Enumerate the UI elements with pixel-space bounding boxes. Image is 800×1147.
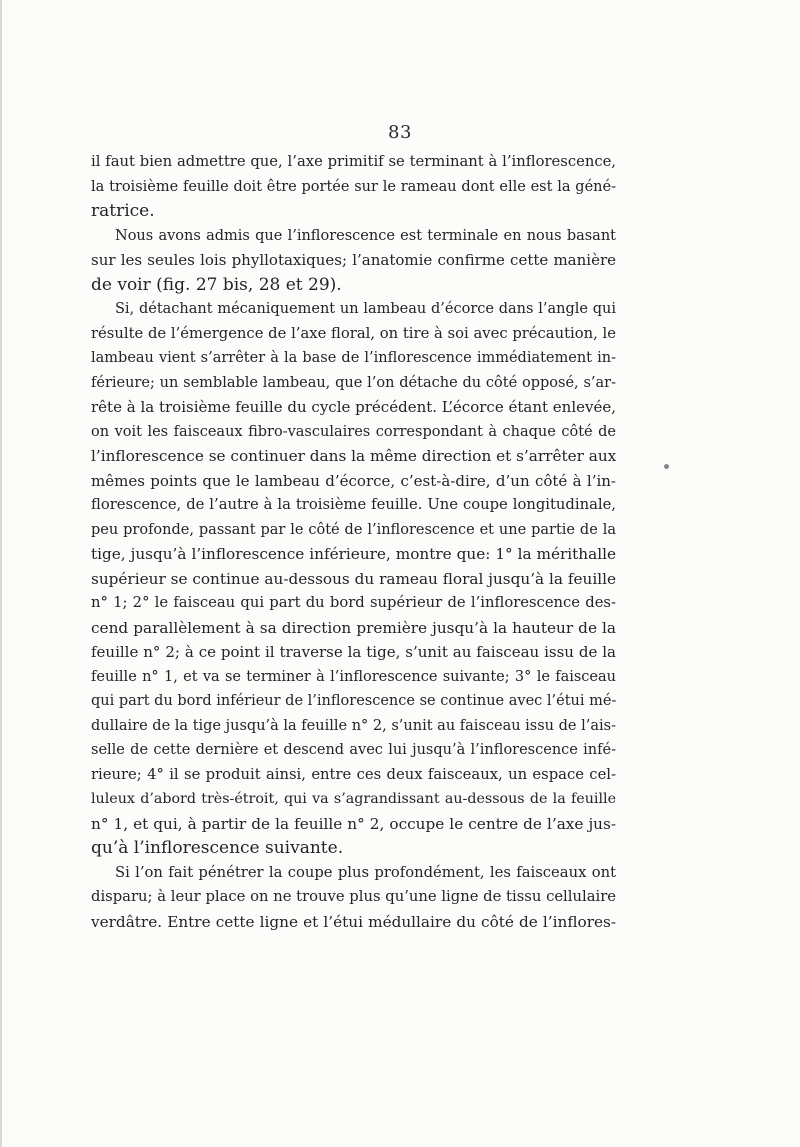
text-line: feuille n° 1, et va se terminer à l’inflorescence suivante; 3° le faisceau bbox=[91, 668, 616, 685]
text-line: tige, jusqu’à l’inflorescence inférieure, montre que: 1° la mérithalle bbox=[91, 545, 616, 563]
text-line: la troisième feuille doit être portée sur le rameau dont elle est la géné- bbox=[91, 178, 616, 195]
page-edge bbox=[0, 0, 2, 1147]
text-line: dullaire de la tige jusqu’à la feuille n° 2, s’unit au faisceau issu de l’ais- bbox=[91, 717, 616, 734]
text-line: sur les seules lois phyllotaxiques; l’anatomie confirme cette manière bbox=[91, 251, 616, 269]
text-line: rieure; 4° il se produit ainsi, entre ces deux faisceaux, un espace cel- bbox=[91, 765, 616, 783]
text-line: ratrice. bbox=[91, 201, 155, 221]
text-line: on voit les faisceaux fibro-vasculaires correspondant à chaque côté de bbox=[91, 423, 616, 440]
text-line: Si, détachant mécaniquement un lambeau d’écorce dans l’angle qui bbox=[115, 301, 616, 317]
text-line: lambeau vient s’arrêter à la base de l’inflorescence immédiatement in- bbox=[91, 350, 616, 366]
text-line: qui part du bord inférieur de l’inflorescence se continue avec l’étui mé- bbox=[91, 693, 616, 709]
page-number: 83 bbox=[388, 122, 412, 143]
text-line: rête à la troisième feuille du cycle précédent. L’écorce étant enlevée, bbox=[91, 398, 616, 416]
text-line: luleux d’abord très-étroit, qui va s’agrandissant au-dessous de la feuille bbox=[91, 791, 616, 807]
text-line: de voir (fig. 27 bis, 28 et 29). bbox=[91, 274, 342, 295]
text-line: n° 1, et qui, à partir de la feuille n° 2, occupe le centre de l’axe jus- bbox=[91, 814, 616, 833]
body-text bbox=[91, 150, 616, 934]
text-line: cend parallèlement à sa direction première jusqu’à la hauteur de la bbox=[91, 618, 616, 637]
text-line: l’inflorescence se continuer dans la même direction et s’arrêter aux bbox=[91, 447, 616, 465]
text-line: n° 1; 2° le faisceau qui part du bord supérieur de l’inflorescence des- bbox=[91, 594, 616, 611]
text-line: supérieur se continue au-dessous du rameau floral jusqu’à la feuille bbox=[91, 569, 616, 588]
text-line: Nous avons admis que l’inflorescence est terminale en nous basant bbox=[115, 227, 616, 244]
text-line: disparu; à leur place on ne trouve plus qu’une ligne de tissu cellulaire bbox=[91, 888, 616, 905]
text-line: résulte de l’émergence de l’axe floral, on tire à soi avec précaution, le bbox=[91, 324, 616, 342]
text-line: selle de cette dernière et descend avec lui jusqu’à l’inflorescence infé- bbox=[91, 742, 616, 758]
text-line: Si l’on fait pénétrer la coupe plus profondément, les faisceaux ont bbox=[115, 863, 616, 881]
text-line: férieure; un semblable lambeau, que l’on détache du côté opposé, s’ar- bbox=[91, 374, 616, 391]
text-line: mêmes points que le lambeau d’écorce, c’est-à-dire, d’un côté à l’in- bbox=[91, 471, 616, 490]
text-line: qu’à l’inflorescence suivante. bbox=[91, 838, 344, 858]
text-line: peu profonde, passant par le côté de l’inflorescence et une partie de la bbox=[91, 521, 616, 538]
ink-speck bbox=[664, 464, 669, 469]
text-line: verdâtre. Entre cette ligne et l’étui médullaire du côté de l’inflores- bbox=[91, 912, 616, 931]
text-line: feuille n° 2; à ce point il traverse la tige, s’unit au faisceau issu de la bbox=[91, 643, 616, 661]
text-line: florescence, de l’autre à la troisième feuille. Une coupe longitudinale, bbox=[91, 496, 616, 513]
text-line: il faut bien admettre que, l’axe primitif se terminant à l’inflorescence, bbox=[91, 153, 616, 170]
